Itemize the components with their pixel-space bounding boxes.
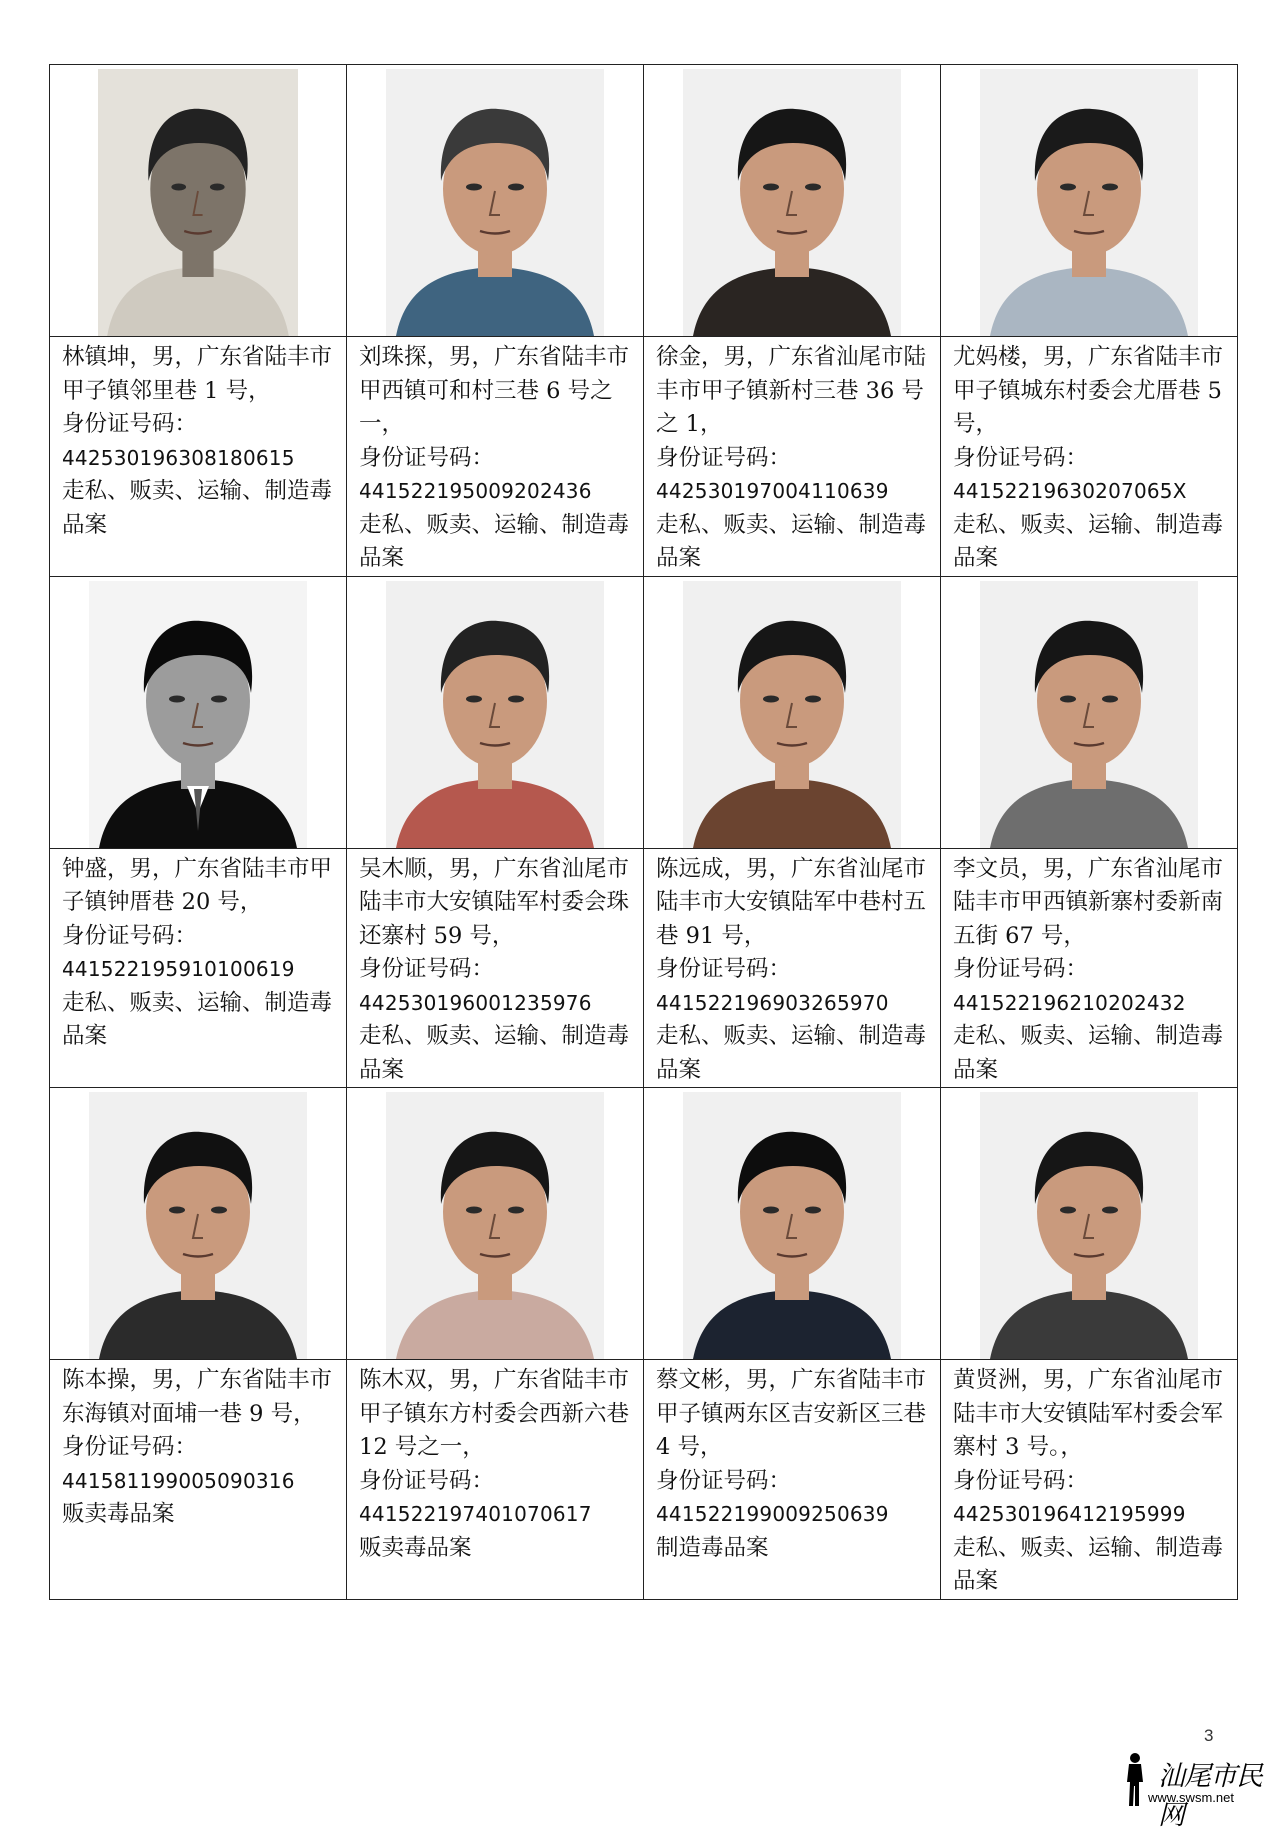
- case-charge: 贩卖毒品案: [62, 1501, 175, 1527]
- person-photo: [683, 1092, 901, 1359]
- person-name-address: 蔡文彬，男，广东省陆丰市甲子镇两东区吉安新区三巷 4 号，: [656, 1367, 927, 1460]
- person-info-cell: [941, 337, 1238, 577]
- id-number: 441522199009250639: [656, 1502, 889, 1526]
- person-portrait-icon: [683, 69, 901, 336]
- person-info-cell: [50, 1360, 347, 1600]
- person-photo-cell: [50, 576, 347, 848]
- id-number: 44152219630207065X: [953, 479, 1187, 503]
- info-row: [50, 848, 1238, 1088]
- person-info: [941, 849, 1237, 1088]
- case-charge: 制造毒品案: [656, 1534, 769, 1561]
- person-photo-cell: [644, 65, 941, 337]
- id-number: 441581199005090316: [62, 1468, 295, 1493]
- person-portrait-icon: [89, 581, 307, 848]
- photo-row: [50, 576, 1238, 848]
- id-label: 身份证号码：: [953, 956, 1089, 982]
- id-number: 441522196903265970: [656, 990, 889, 1015]
- id-number: 442530196001235976: [359, 990, 592, 1015]
- info-row: [50, 1360, 1238, 1600]
- id-label: 身份证号码：: [359, 444, 495, 471]
- person-name-address: 徐金，男，广东省汕尾市陆丰市甲子镇新村三巷 36 号之 1，: [656, 344, 927, 437]
- person-portrait-icon: [386, 581, 604, 848]
- person-info-cell: [644, 848, 941, 1088]
- id-number: 441522197401070617: [359, 1502, 592, 1526]
- person-info: [50, 1360, 346, 1532]
- person-photo-cell: [941, 1088, 1238, 1360]
- person-portrait-icon: [683, 581, 901, 848]
- site-watermark: [1118, 1752, 1280, 1831]
- watermark-url: www.swsm.net: [1148, 1790, 1234, 1805]
- person-photo: [386, 1092, 604, 1359]
- person-photo-cell: [941, 576, 1238, 848]
- person-name-address: 吴木顺，男，广东省汕尾市陆丰市大安镇陆军村委会珠还寨村 59 号，: [359, 855, 630, 949]
- person-photo: [386, 69, 604, 336]
- person-portrait-icon: [89, 1092, 307, 1359]
- id-number: 442530197004110639: [656, 479, 889, 503]
- case-charge: 贩卖毒品案: [359, 1534, 472, 1561]
- person-photo-cell: [347, 65, 644, 337]
- person-info-cell: [50, 337, 347, 577]
- person-name-address: 钟盛，男，广东省陆丰市甲子镇钟厝巷 20 号，: [62, 855, 333, 915]
- case-charge: 走私、贩卖、运输、制造毒品案: [359, 1023, 630, 1083]
- person-photo-cell: [50, 65, 347, 337]
- id-number: 441522195009202436: [359, 479, 592, 503]
- person-photo: [89, 581, 307, 848]
- person-info-cell: [941, 848, 1238, 1088]
- silhouette-logo-icon: [1120, 1752, 1150, 1808]
- photo-row: [50, 65, 1238, 337]
- id-label: 身份证号码：: [359, 1467, 495, 1494]
- id-label: 身份证号码：: [656, 956, 792, 982]
- wanted-persons-table: [49, 64, 1238, 1600]
- person-photo: [980, 581, 1198, 848]
- person-info: [941, 337, 1237, 576]
- id-number: 441522196210202432: [953, 990, 1186, 1015]
- case-charge: 走私、贩卖、运输、制造毒品案: [953, 1023, 1224, 1083]
- person-info-cell: [644, 337, 941, 577]
- person-photo-cell: [50, 1088, 347, 1360]
- person-portrait-icon: [980, 581, 1198, 848]
- person-name-address: 黄贤洲，男，广东省汕尾市陆丰市大安镇陆军村委会军寨村 3 号。，: [953, 1367, 1224, 1460]
- person-info: [347, 1360, 643, 1565]
- person-info-cell: [347, 848, 644, 1088]
- case-charge: 走私、贩卖、运输、制造毒品案: [953, 511, 1224, 571]
- id-label: 身份证号码：: [62, 411, 198, 437]
- person-info-cell: [644, 1360, 941, 1600]
- person-photo-cell: [644, 576, 941, 848]
- person-info: [347, 849, 643, 1088]
- id-label: 身份证号码：: [656, 444, 792, 471]
- person-portrait-icon: [980, 69, 1198, 336]
- person-info-cell: [347, 1360, 644, 1600]
- person-photo: [980, 69, 1198, 336]
- person-portrait-icon: [386, 69, 604, 336]
- id-label: 身份证号码：: [62, 922, 198, 949]
- id-label: 身份证号码：: [656, 1467, 792, 1494]
- person-name-address: 林镇坤，男，广东省陆丰市甲子镇邻里巷 1 号，: [62, 344, 333, 404]
- person-name-address: 陈木双，男，广东省陆丰市甲子镇东方村委会西新六巷 12 号之一，: [359, 1367, 630, 1460]
- person-info: [644, 337, 940, 576]
- case-charge: 走私、贩卖、运输、制造毒品案: [953, 1534, 1224, 1594]
- info-row: [50, 337, 1238, 577]
- person-info: [941, 1360, 1237, 1599]
- person-info-cell: [347, 337, 644, 577]
- id-label: 身份证号码：: [953, 1467, 1089, 1494]
- person-photo-cell: [347, 576, 644, 848]
- id-label: 身份证号码：: [62, 1434, 198, 1460]
- person-name-address: 陈本操，男，广东省陆丰市东海镇对面埔一巷 9 号，: [62, 1367, 333, 1427]
- person-name-address: 陈远成，男，广东省汕尾市陆丰市大安镇陆军中巷村五巷 91 号，: [656, 855, 927, 949]
- id-label: 身份证号码：: [953, 444, 1089, 471]
- person-name-address: 尤妈楼，男，广东省陆丰市甲子镇城东村委会尤厝巷 5 号，: [953, 344, 1224, 437]
- person-info: [644, 849, 940, 1088]
- person-portrait-icon: [980, 1092, 1198, 1359]
- case-charge: 走私、贩卖、运输、制造毒品案: [62, 478, 333, 538]
- person-photo: [980, 1092, 1198, 1359]
- id-number: 442530196412195999: [953, 1502, 1186, 1526]
- person-photo: [683, 69, 901, 336]
- case-charge: 走私、贩卖、运输、制造毒品案: [359, 511, 630, 571]
- person-info-cell: [941, 1360, 1238, 1600]
- watermark-title: 汕尾市民网: [1158, 1761, 1262, 1831]
- person-info: [50, 849, 346, 1054]
- person-info: [50, 337, 346, 542]
- case-charge: 走私、贩卖、运输、制造毒品案: [656, 511, 927, 571]
- photo-row: [50, 1088, 1238, 1360]
- page-number: 3: [1204, 1726, 1214, 1745]
- id-number: 442530196308180615: [62, 445, 295, 470]
- person-photo: [89, 1092, 307, 1359]
- id-label: 身份证号码：: [359, 956, 495, 982]
- person-photo: [386, 581, 604, 848]
- id-number: 441522195910100619: [62, 957, 295, 981]
- person-info: [644, 1360, 940, 1565]
- person-portrait-icon: [683, 1092, 901, 1359]
- person-portrait-icon: [98, 69, 298, 336]
- person-info-cell: [50, 848, 347, 1088]
- person-photo: [98, 69, 298, 336]
- person-info: [347, 337, 643, 576]
- case-charge: 走私、贩卖、运输、制造毒品案: [656, 1023, 927, 1083]
- person-photo-cell: [941, 65, 1238, 337]
- case-charge: 走私、贩卖、运输、制造毒品案: [62, 989, 333, 1049]
- person-photo-cell: [347, 1088, 644, 1360]
- person-name-address: 刘珠探，男，广东省陆丰市甲西镇可和村三巷 6 号之一，: [359, 344, 630, 437]
- person-photo-cell: [644, 1088, 941, 1360]
- person-photo: [683, 581, 901, 848]
- person-portrait-icon: [386, 1092, 604, 1359]
- person-name-address: 李文员，男，广东省汕尾市陆丰市甲西镇新寨村委新南五街 67 号，: [953, 855, 1224, 949]
